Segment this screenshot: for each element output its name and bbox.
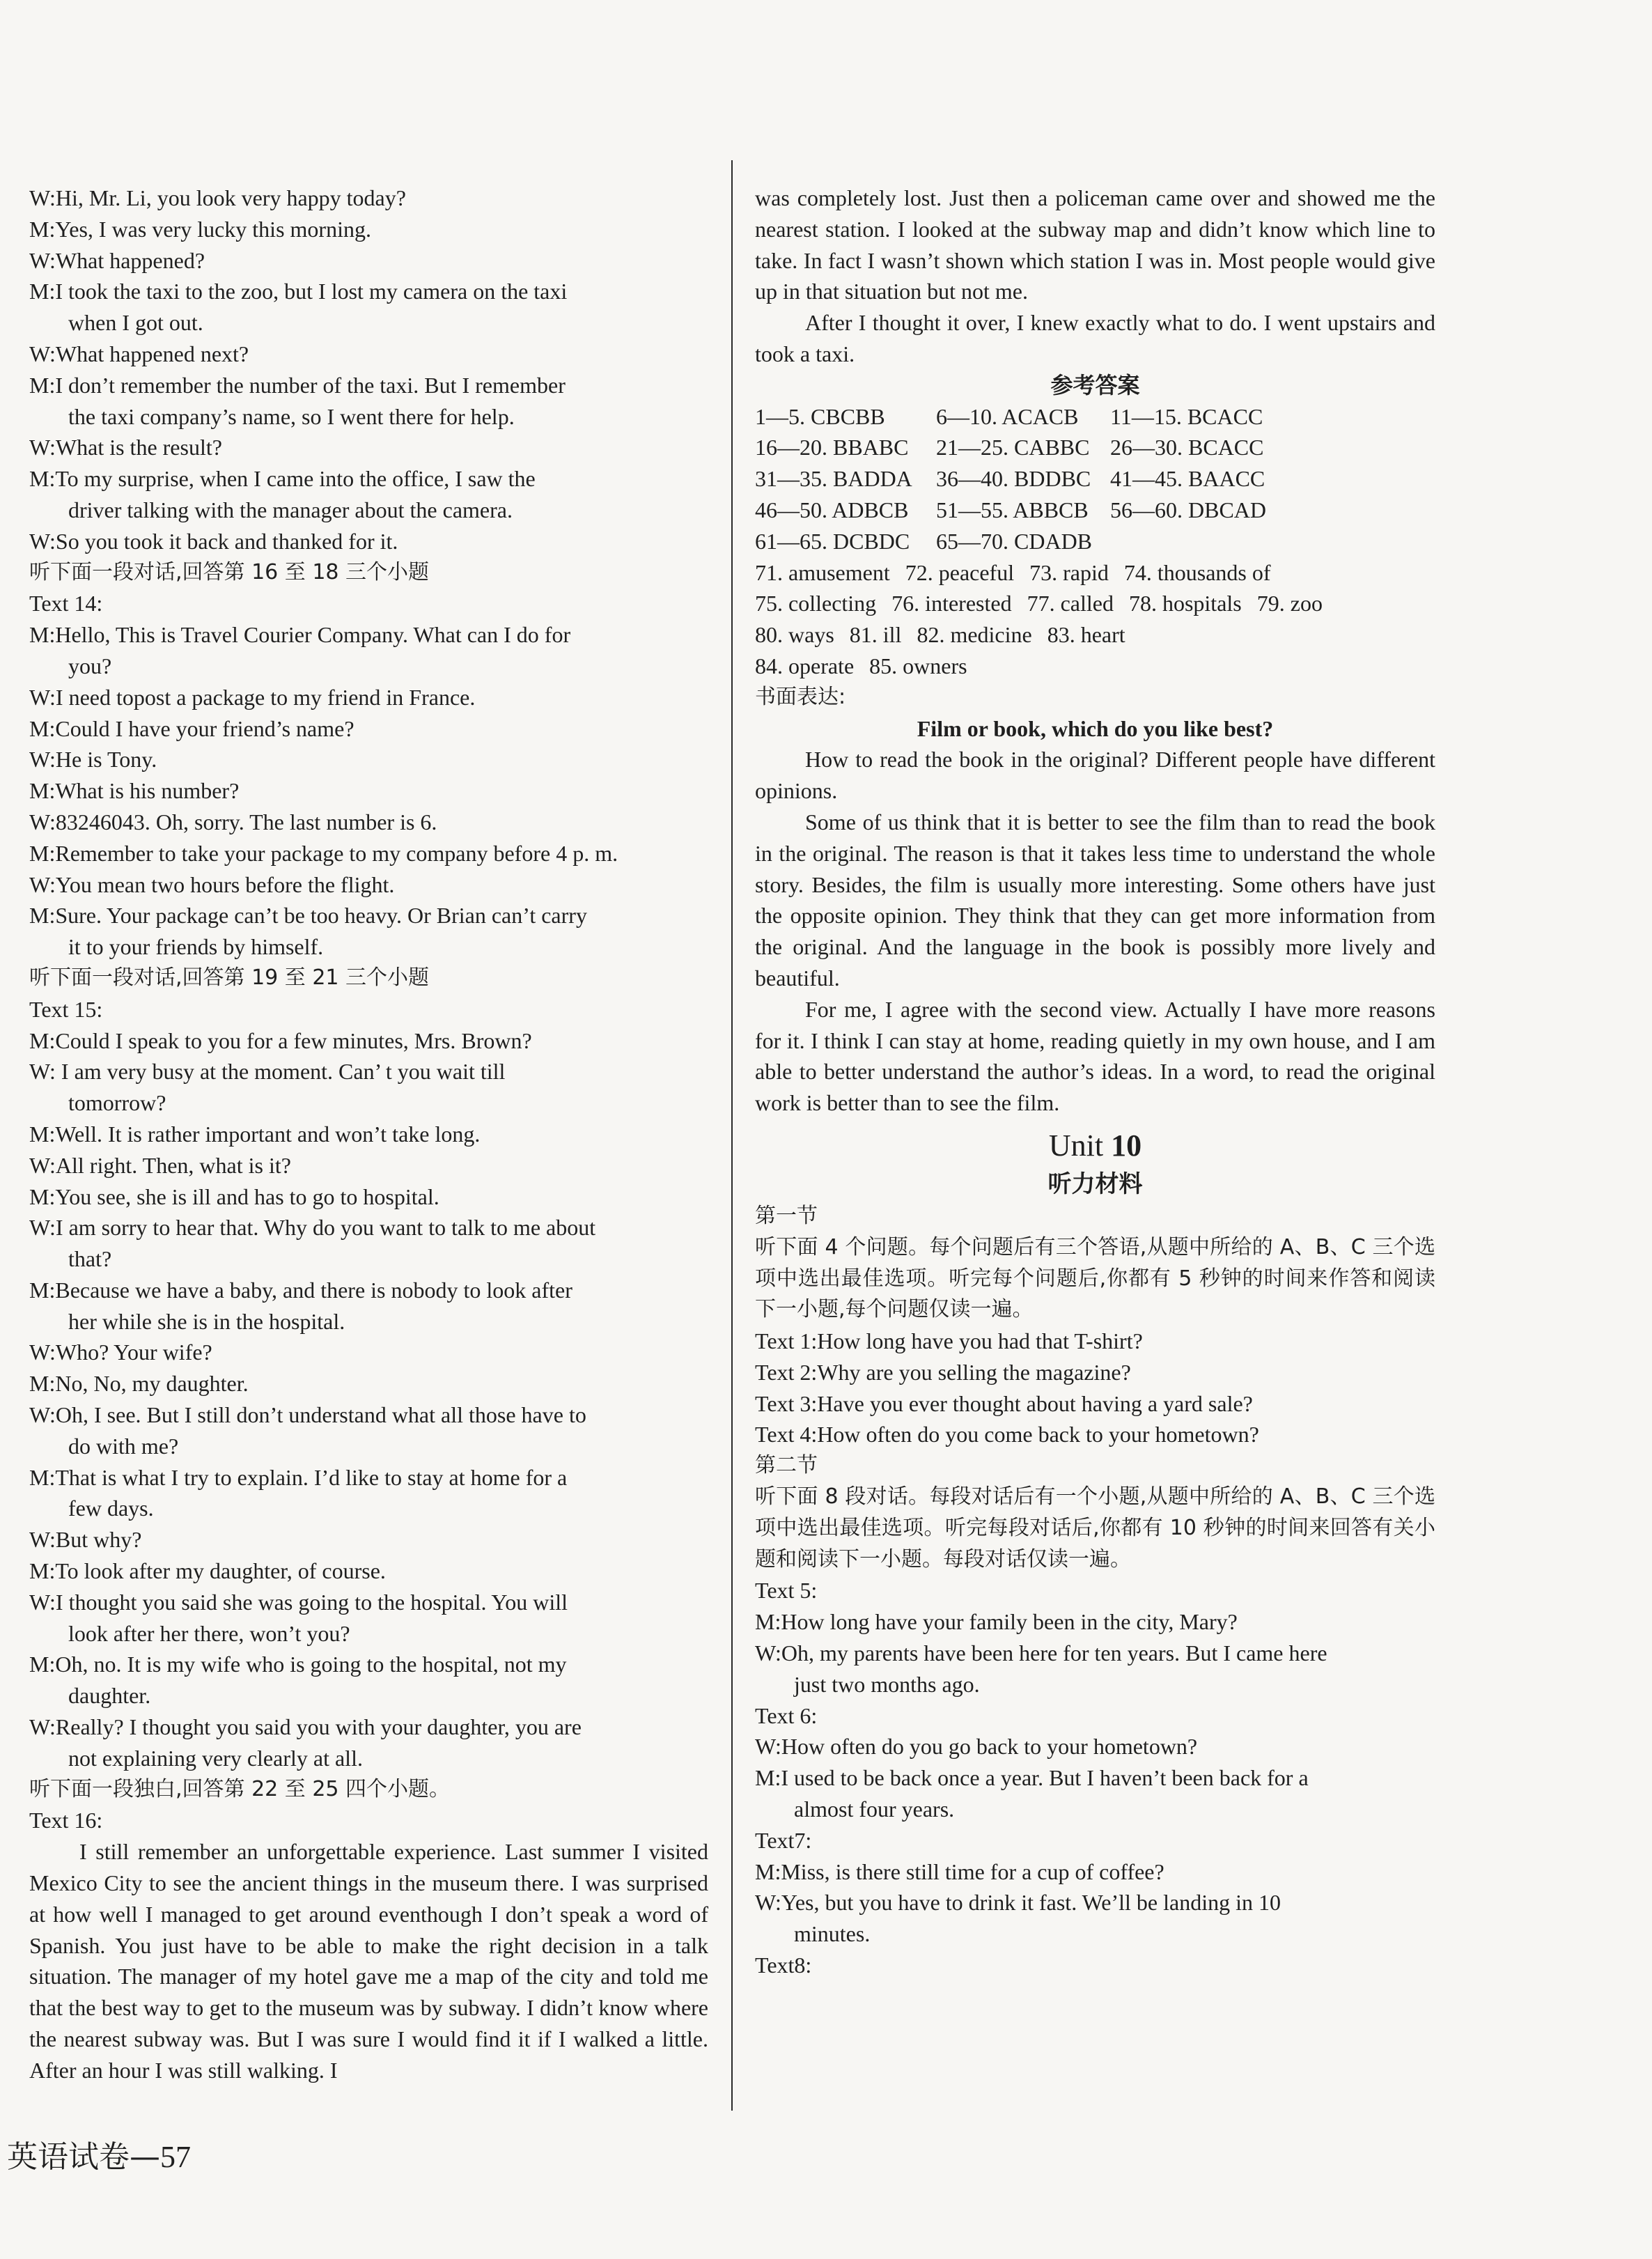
section2-line: almost four years. [794, 1796, 955, 1822]
section2-line: M:I used to be back once a year. But I haven’t been back for a [755, 1765, 1309, 1791]
answer-row [755, 557, 1435, 589]
answer-row [755, 651, 1435, 682]
page-number: 57 [160, 2140, 191, 2174]
answer-item: 85. owners [869, 653, 967, 678]
dialogue-line: few days. [68, 1496, 154, 1521]
section1-instructions: 听下面 4 个问题。每个问题后有三个答语,从题中所给的 A、B、C 三个选项中选出最佳选项。听完每个问题后,你都有 5 秒钟的时间来作答和阅读下一小题,每个问题仅读一遍。 [755, 1234, 1435, 1322]
answer-item: 74. thousands of [1123, 559, 1271, 585]
answer-item: 82. medicine [917, 622, 1032, 648]
dialogue-line: M:Oh, no. It is my wife who is going to the hospital, not my [29, 1652, 567, 1677]
section2-line: W:Yes, but you have to drink it fast. We’ll be landing in 10 [755, 1890, 1281, 1916]
answer-item: 16—20. BBABC [755, 435, 909, 460]
section2-line: Text 6: [755, 1702, 818, 1728]
section2-line: Text7: [755, 1827, 812, 1853]
dialogue-line: her while she is in the hospital. [68, 1308, 345, 1334]
answer-item: 51—55. ABBCB [936, 497, 1089, 522]
dialogue-line: Text 16: [29, 1808, 103, 1833]
answer-item: 61—65. DCBDC [755, 528, 910, 554]
answer-item: 31—35. BADDA [755, 466, 912, 492]
dialogue-line: M:Because we have a baby, and there is nobody to look after [29, 1277, 572, 1303]
section2-line: W:How often do you go back to your hometown? [755, 1734, 1198, 1760]
dialogue-line: W:Oh, I see. But I still don’t understand what all those have to [29, 1402, 586, 1428]
dialogue-line: daughter. [68, 1683, 151, 1709]
dialogue-line: look after her there, won’t you? [68, 1620, 350, 1646]
dialogue-line: M:Could I speak to you for a few minutes, Mrs. Brown? [29, 1027, 532, 1053]
text16-monologue: I still remember an unforgettable experience. Last summer I visited Mexico City to see the ancient things in the museum there. I was surprised at how well I managed to get around eventhough I don’t speak a word of Spanish. You just have to be able to make the right decision in a talk situation. The manager of my hotel gave me a map of the city and told me that the best way to get to the museum was by subway. I didn’t know where the nearest subway was. But I was sure I would find it if I walked a little. After an hour I was still walking. I [29, 1839, 708, 2083]
dialogue-line: W:What is the result? [29, 435, 222, 460]
dialogue-line: M:Hello, This is Travel Courier Company. What can I do for [29, 622, 571, 648]
dialogue-line: W:I thought you said she was going to the hospital. You will [29, 1589, 568, 1615]
dialogue-line: W:So you took it back and thanked for it. [29, 528, 398, 554]
dialogue-line: W:Hi, Mr. Li, you look very happy today? [29, 185, 406, 210]
dialogue-line: W:All right. Then, what is it? [29, 1152, 291, 1178]
answer-row [755, 526, 1435, 557]
dialogue-line: 听下面一段独白,回答第 22 至 25 四个小题。 [29, 1776, 451, 1801]
answer-item: 81. ill [849, 622, 902, 648]
answer-item: 6—10. ACACB [936, 403, 1079, 429]
section1-label: 第一节 [755, 1203, 818, 1228]
answer-row [755, 495, 1435, 526]
dialogue-line: do with me? [68, 1433, 179, 1459]
essay-paragraph: How to read the book in the original? Different people have different opinions. [755, 747, 1435, 804]
section1-item: Text 3:Have you ever thought about having a yard sale? [755, 1390, 1253, 1416]
answer-key [755, 401, 1435, 682]
footer-label: 英语试卷— [7, 2139, 160, 2175]
essay-title: Film or book, which do you like best? [917, 715, 1274, 741]
dialogue-line: Text 15: [29, 996, 103, 1022]
text16-monologue-end: After I thought it over, I knew exactly what to do. I went upstairs and took a taxi. [755, 310, 1435, 366]
essay-body [755, 744, 1435, 1119]
text16-monologue-continued: was completely lost. Just then a policeman came over and showed me the nearest station. I looked at the subway map and didn’t know which line to take. In fact I wasn’t shown which station I was in. Most people would give up in that situation but not me. [755, 185, 1435, 304]
section2-line: minutes. [794, 1921, 871, 1947]
section2-line: Text 5: [755, 1578, 818, 1604]
dialogue-line: M:Well. It is rather important and won’t take long. [29, 1121, 481, 1147]
dialogue-line: W:But why? [29, 1527, 142, 1553]
dialogue-line: W:I am sorry to hear that. Why do you want to talk to me about [29, 1215, 596, 1241]
answer-item: 56—60. DBCAD [1110, 497, 1267, 522]
writing-label: 书面表达: [755, 684, 846, 709]
answer-item: 84. operate [755, 653, 855, 678]
answer-item: 76. interested [891, 591, 1012, 616]
dialogue-line: W: I am very busy at the moment. Can’ t you wait till [29, 1059, 506, 1085]
answer-item: 1—5. CBCBB [755, 403, 885, 429]
dialogue-line: tomorrow? [68, 1090, 166, 1116]
unit-heading [755, 1124, 1435, 1167]
answer-item: 79. zoo [1256, 591, 1323, 616]
dialogue-line: M:I don’t remember the number of the taxi. But I remember [29, 372, 566, 398]
dialogue-line: Text 14: [29, 591, 103, 616]
answer-item: 72. peaceful [905, 559, 1015, 585]
answer-item: 21—25. CABBC [936, 435, 1090, 460]
right-column [755, 183, 1435, 1981]
dialogue-line: that? [68, 1246, 112, 1272]
dialogue-line: M:Remember to take your package to my company before 4 p. m. [29, 840, 618, 866]
dialogue-line: not explaining very clearly at all. [68, 1745, 363, 1771]
answer-item: 11—15. BCACC [1110, 403, 1263, 429]
answer-item: 77. called [1027, 591, 1114, 616]
unit-number: 10 [1111, 1128, 1142, 1163]
dialogue-line: M:No, No, my daughter. [29, 1371, 249, 1397]
answer-item: 80. ways [755, 622, 834, 648]
page-footer [7, 2132, 191, 2176]
dialogue-line: W:He is Tony. [29, 747, 157, 773]
section1-item: Text 2:Why are you selling the magazine? [755, 1359, 1131, 1385]
left-dialogue-lines [29, 183, 708, 1836]
dialogue-line: M:Sure. Your package can’t be too heavy. Or Brian can’t carry [29, 903, 587, 929]
answer-row [755, 588, 1435, 619]
section2-dialogues [755, 1575, 1435, 1980]
listening-title: 听力材料 [1047, 1170, 1143, 1198]
answer-row [755, 619, 1435, 651]
answer-row [755, 432, 1435, 463]
answer-item: 41—45. BAACC [1110, 466, 1265, 492]
dialogue-line: M:Yes, I was very lucky this morning. [29, 216, 371, 242]
section2-line: W:Oh, my parents have been here for ten years. But I came here [755, 1640, 1327, 1666]
dialogue-line: driver talking with the manager about the camera. [68, 497, 513, 522]
answer-item: 78. hospitals [1128, 591, 1242, 616]
dialogue-line: M:You see, she is ill and has to go to hospital. [29, 1183, 439, 1209]
section2-line: Text8: [755, 1953, 812, 1978]
section2-line: M:Miss, is there still time for a cup of coffee? [755, 1858, 1164, 1884]
answer-row [755, 401, 1435, 433]
section1-items [755, 1326, 1435, 1450]
dialogue-line: when I got out. [68, 310, 203, 336]
answers-title: 参考答案 [1050, 371, 1140, 398]
section2-line: M:How long have your family been in the city, Mary? [755, 1609, 1238, 1635]
section1-item: Text 1:How long have you had that T-shirt? [755, 1328, 1143, 1354]
answer-item: 83. heart [1047, 622, 1125, 648]
dialogue-line: 听下面一段对话,回答第 19 至 21 三个小题 [29, 965, 430, 990]
answer-item: 26—30. BCACC [1110, 435, 1264, 460]
dialogue-line: M:I took the taxi to the zoo, but I lost my camera on the taxi [29, 279, 568, 304]
column-divider [731, 160, 733, 2111]
dialogue-line: it to your friends by himself. [68, 934, 324, 960]
section2-label: 第二节 [755, 1453, 818, 1478]
dialogue-line: the taxi company’s name, so I went there for help. [68, 403, 515, 429]
dialogue-line: you? [68, 653, 112, 678]
dialogue-line: M:To my surprise, when I came into the office, I saw the [29, 466, 536, 492]
dialogue-line: W:You mean two hours before the flight. [29, 871, 395, 897]
dialogue-line: W:I need topost a package to my friend in France. [29, 684, 476, 710]
essay-paragraph: For me, I agree with the second view. Actually I have more reasons for it. I think I can stay at home, reading quietly in my own house, and I am able to better understand the author’s ideas. In a word, to read the original work is better than to see the film. [755, 996, 1435, 1116]
dialogue-line: M:Could I have your friend’s name? [29, 715, 354, 741]
dialogue-line: W:Who? Your wife? [29, 1340, 212, 1365]
dialogue-line: M:To look after my daughter, of course. [29, 1558, 386, 1584]
dialogue-line: M:That is what I try to explain. I’d like to stay at home for a [29, 1464, 568, 1490]
dialogue-line: W:What happened next? [29, 341, 249, 366]
essay-paragraph: Some of us think that it is better to see the film than to read the book in the original. The reason is that it takes less time to understand the whole story. Besides, the film is usually more interesting. Some others have just the opposite opinion. They think that they can get more information from the original. And the language in the book is possibly more lively and beautiful. [755, 809, 1435, 991]
section2-line: just two months ago. [794, 1671, 980, 1697]
answer-item: 73. rapid [1029, 559, 1109, 585]
dialogue-line: W:Really? I thought you said you with your daughter, you are [29, 1714, 582, 1740]
dialogue-line: W:83246043. Oh, sorry. The last number is 6. [29, 809, 437, 834]
left-column [29, 183, 708, 2086]
answer-item: 46—50. ADBCB [755, 497, 909, 522]
section2-instructions: 听下面 8 段对话。每段对话后有一个小题,从题中所给的 A、B、C 三个选项中选出最佳选项。听完每段对话后,你都有 10 秒钟的时间来回答有关小题和阅读下一小题。每段对话仅读一遍。 [755, 1484, 1435, 1571]
dialogue-line: 听下面一段对话,回答第 16 至 18 三个小题 [29, 559, 430, 584]
dialogue-line: W:What happened? [29, 247, 205, 273]
section1-item: Text 4:How often do you come back to your hometown? [755, 1422, 1259, 1447]
answer-item: 65—70. CDADB [936, 528, 1093, 554]
answer-row [755, 463, 1435, 495]
answer-item: 36—40. BDDBC [936, 466, 1091, 492]
dialogue-line: M:What is his number? [29, 778, 240, 804]
answer-item: 71. amusement [755, 559, 890, 585]
answer-item: 75. collecting [755, 591, 877, 616]
unit-label: Unit [1048, 1128, 1104, 1163]
